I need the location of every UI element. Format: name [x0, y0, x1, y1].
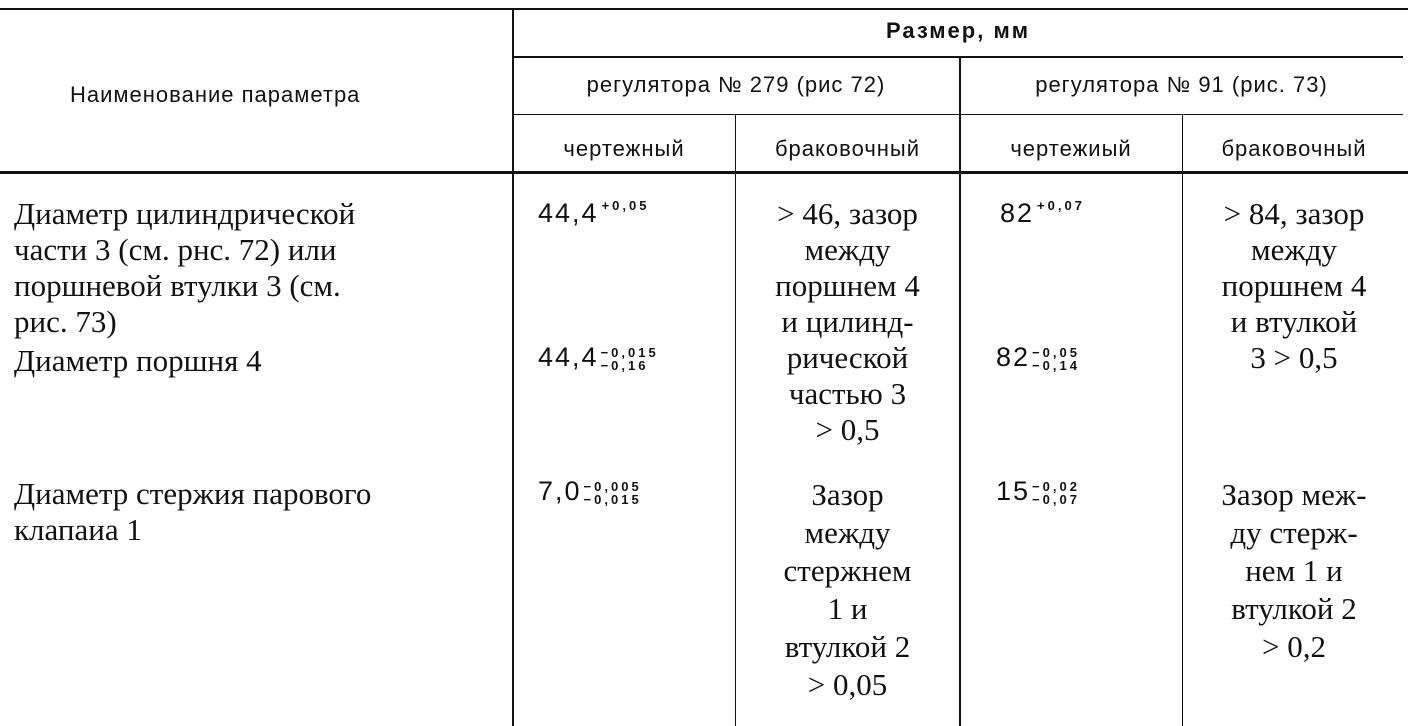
value-base: 82 [996, 342, 1031, 372]
param-line: поршневой втулки 3 (см. [14, 268, 341, 303]
value-base: 44,4 [538, 342, 599, 372]
reject-line: между [804, 515, 891, 550]
reject-line: > 0,2 [1262, 629, 1326, 664]
param-stem-diameter [14, 476, 498, 548]
r2-top-reject-text [1183, 196, 1405, 376]
header-reject-2: браковочный [1221, 136, 1367, 161]
value-base: 82 [1000, 198, 1035, 228]
reject-line: нем 1 и [1245, 553, 1343, 588]
header-size-group: Размер, мм [886, 18, 1030, 43]
value-base: 44,4 [538, 198, 599, 228]
param-cylinder-diameter [14, 196, 498, 340]
r2-bottom-reject-text [1183, 476, 1405, 666]
reject-line: и цилинд- [781, 304, 914, 339]
header-drawing-2: чертежиый [1010, 136, 1132, 161]
reject-line: поршнем 4 [1221, 268, 1367, 303]
tolerance-upper: −0,015 [600, 344, 659, 360]
r1-stem-drawing-value [538, 476, 642, 507]
col-divider-param [512, 10, 514, 726]
reject-line: и втулкой [1230, 304, 1358, 339]
reject-line: > 46, зазор [777, 196, 918, 231]
reject-line: стержнем [783, 553, 912, 588]
reject-line: втулкой 2 [784, 629, 911, 664]
reject-line: > 0,05 [807, 667, 888, 702]
r1-top-reject-text [736, 196, 959, 448]
reject-line: ду стерж- [1230, 515, 1358, 550]
tolerance-lower: −0,14 [1032, 357, 1080, 373]
top-rule [0, 8, 1408, 10]
r1-cyl-drawing-value [538, 198, 649, 229]
reject-line: Зазор [811, 477, 884, 512]
tolerance-lower: −0,07 [1032, 491, 1080, 507]
reject-line: > 0,5 [815, 412, 880, 447]
r1-bottom-reject-text [736, 476, 959, 704]
reject-line: между [1250, 232, 1338, 267]
reject-line: между [804, 232, 891, 267]
header-drawing-1: чертежный [563, 136, 685, 161]
header-param-name: Наименование параметра [70, 82, 361, 107]
reject-line: рической [786, 340, 909, 375]
param-piston-diameter: Диаметр поршня 4 [14, 343, 262, 378]
value-base: 15 [996, 476, 1031, 506]
reject-line: втулкой 2 [1231, 591, 1357, 626]
reject-line: > 84, зазор [1223, 196, 1365, 231]
reject-line: 3 > 0,5 [1250, 340, 1338, 375]
value-tolerance: +0,05 [601, 198, 650, 213]
subheader-rule [513, 114, 1403, 115]
value-base: 7,0 [538, 476, 582, 506]
size-group-rule [513, 56, 1403, 58]
r1-piston-drawing-value [538, 342, 659, 373]
tolerance-upper: −0,05 [1032, 344, 1080, 360]
tolerance-lower: −0,015 [583, 491, 642, 507]
param-line: клапаиа 1 [14, 512, 142, 547]
param-line: Диаметр стержия парового [14, 476, 372, 511]
r2-piston-drawing-value [996, 342, 1080, 373]
r2-cyl-drawing-value [1000, 198, 1085, 229]
reject-line: поршнем 4 [775, 268, 920, 303]
reject-line: частью 3 [788, 376, 907, 411]
reject-line: 1 и [827, 591, 868, 626]
r2-stem-drawing-value [996, 476, 1080, 507]
param-line: рис. 73) [14, 304, 117, 339]
header-reject-1: браковочный [774, 136, 921, 161]
header-regulator-279: регулятора № 279 (рис 72) [586, 72, 886, 97]
value-tolerance: +0,07 [1037, 198, 1085, 213]
tolerance-upper: −0,005 [583, 478, 642, 494]
header-regulator-91: регулятора № 91 (рис. 73) [1035, 72, 1328, 97]
reject-line: Зазор меж- [1221, 477, 1367, 512]
param-line: Диаметр цилиндрической [14, 196, 356, 231]
header-bottom-rule [0, 171, 1408, 174]
tolerance-upper: −0,02 [1032, 478, 1080, 494]
param-line: части 3 (см. рнс. 72) или [14, 232, 337, 267]
tolerance-lower: −0,16 [600, 357, 649, 373]
